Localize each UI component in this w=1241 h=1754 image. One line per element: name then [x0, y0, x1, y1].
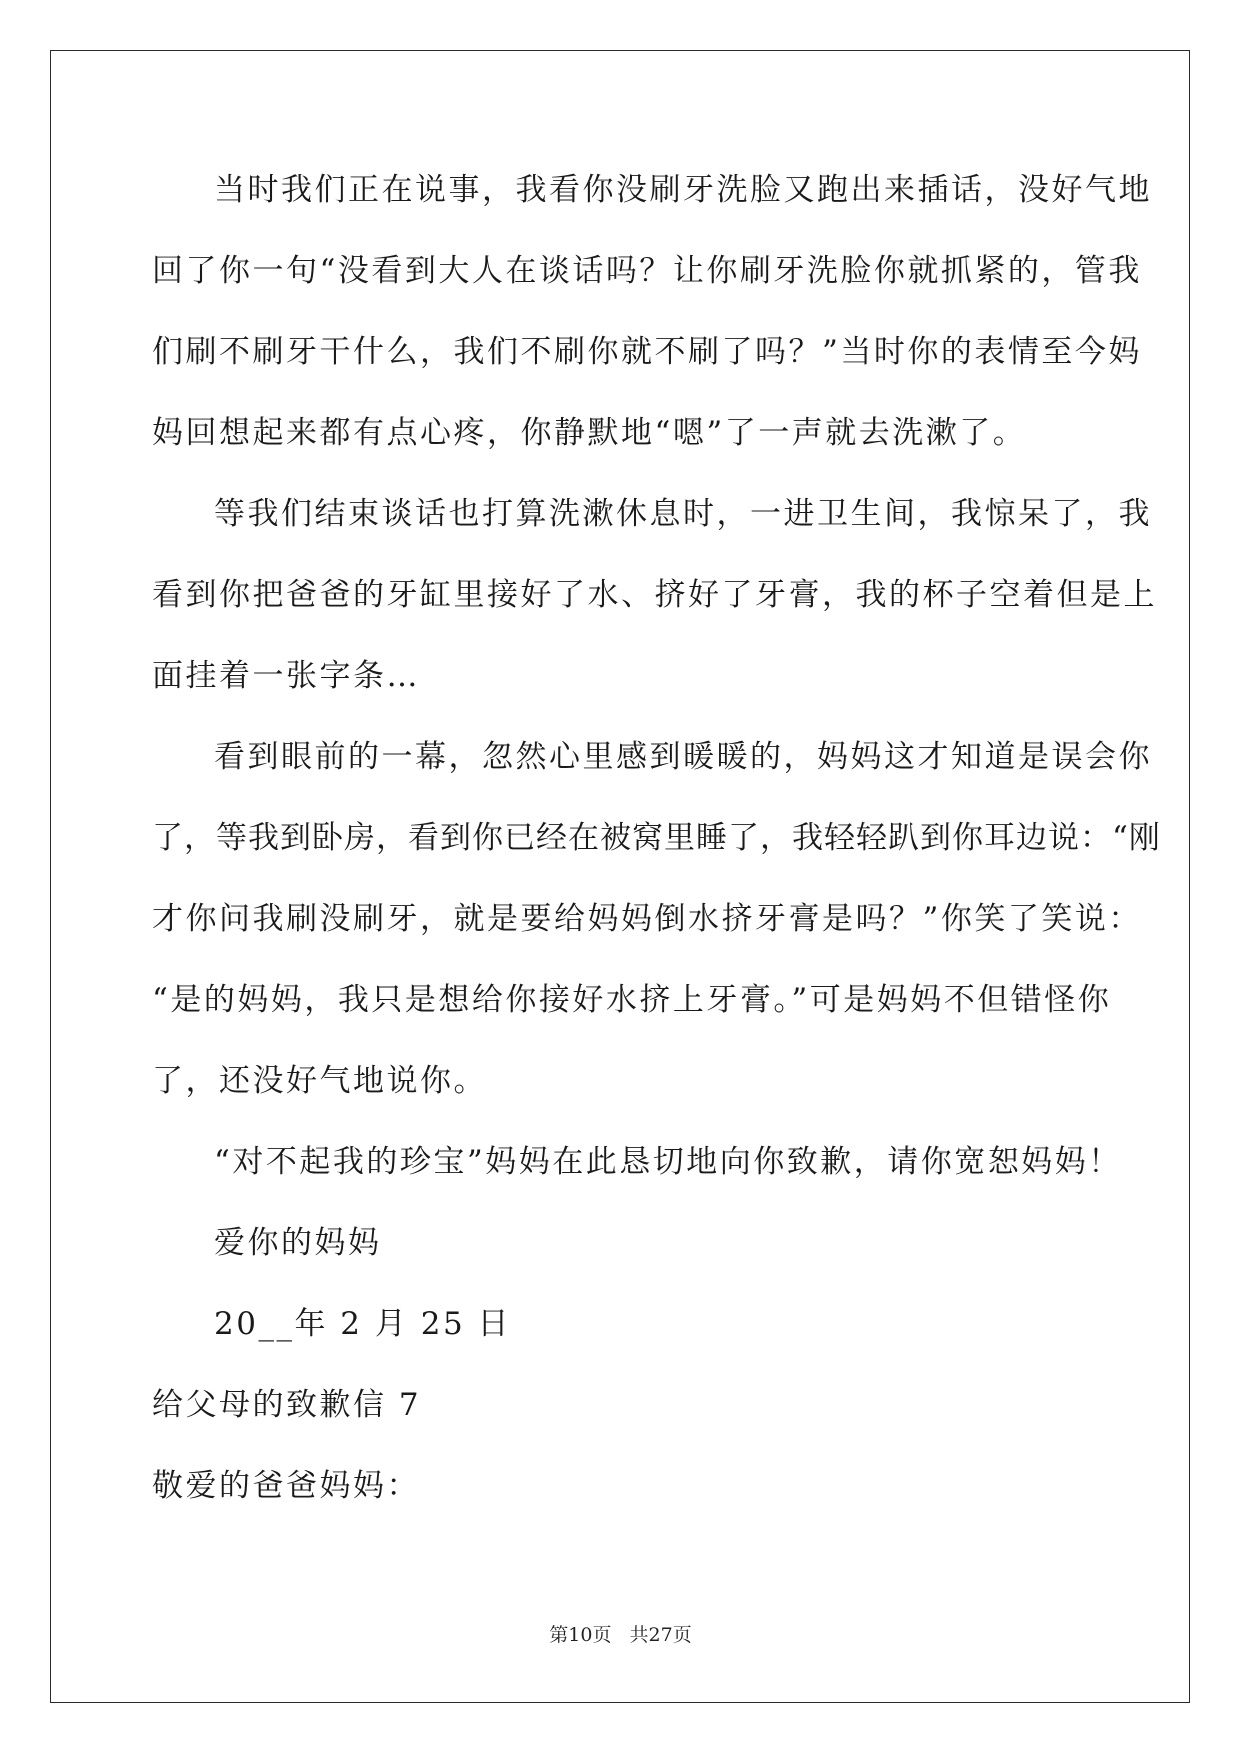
page-footer [0, 1620, 1241, 1647]
total-page-count: 共27页 [629, 1624, 692, 1646]
paragraph-line: “对不起我的珍宝”妈妈在此恳切地向你致歉，请你宽恕妈妈！ [214, 1144, 1122, 1180]
current-page-number: 第10页 [549, 1624, 612, 1646]
date-line: 20__年 2 月 25 日 [214, 1306, 512, 1342]
paragraph-line: 了，还没好气地说你。 [152, 1063, 487, 1099]
signature-line: 爱你的妈妈 [214, 1225, 382, 1261]
paragraph-line: 妈回想起来都有点心疼，你静默地“嗯”了一声就去洗漱了。 [152, 415, 1027, 451]
paragraph-line: “是的妈妈，我只是想给你接好水挤上牙膏。”可是妈妈不但错怪你 [152, 982, 1112, 1018]
paragraph-line: 当时我们正在说事，我看你没刷牙洗脸又跑出来插话，没好气地 [214, 172, 1152, 208]
paragraph-line: 看到眼前的一幕，忽然心里感到暖暖的，妈妈这才知道是误会你 [214, 739, 1152, 775]
paragraph-line: 才你问我刷没刷牙，就是要给妈妈倒水挤牙膏是吗？”你笑了笑说： [152, 901, 1142, 937]
paragraph-line: 看到你把爸爸的牙缸里接好了水、挤好了牙膏，我的杯子空着但是上 [152, 577, 1157, 613]
paragraph-line: 了，等我到卧房，看到你已经在被窝里睡了，我轻轻趴到你耳边说：“刚 [152, 820, 1161, 856]
paragraph-line: 面挂着一张字条… [152, 658, 420, 694]
salutation-line: 敬爱的爸爸妈妈： [152, 1468, 420, 1504]
paragraph-line: 们刷不刷牙干什么，我们不刷你就不刷了吗？”当时你的表情至今妈 [152, 334, 1142, 370]
paragraph-line: 回了你一句“没看到大人在谈话吗？让你刷牙洗脸你就抓紧的，管我 [152, 253, 1142, 289]
section-heading: 给父母的致歉信 7 [152, 1387, 422, 1423]
document-body [152, 150, 1161, 1527]
paragraph-line: 等我们结束谈话也打算洗漱休息时，一进卫生间，我惊呆了，我 [214, 496, 1152, 532]
